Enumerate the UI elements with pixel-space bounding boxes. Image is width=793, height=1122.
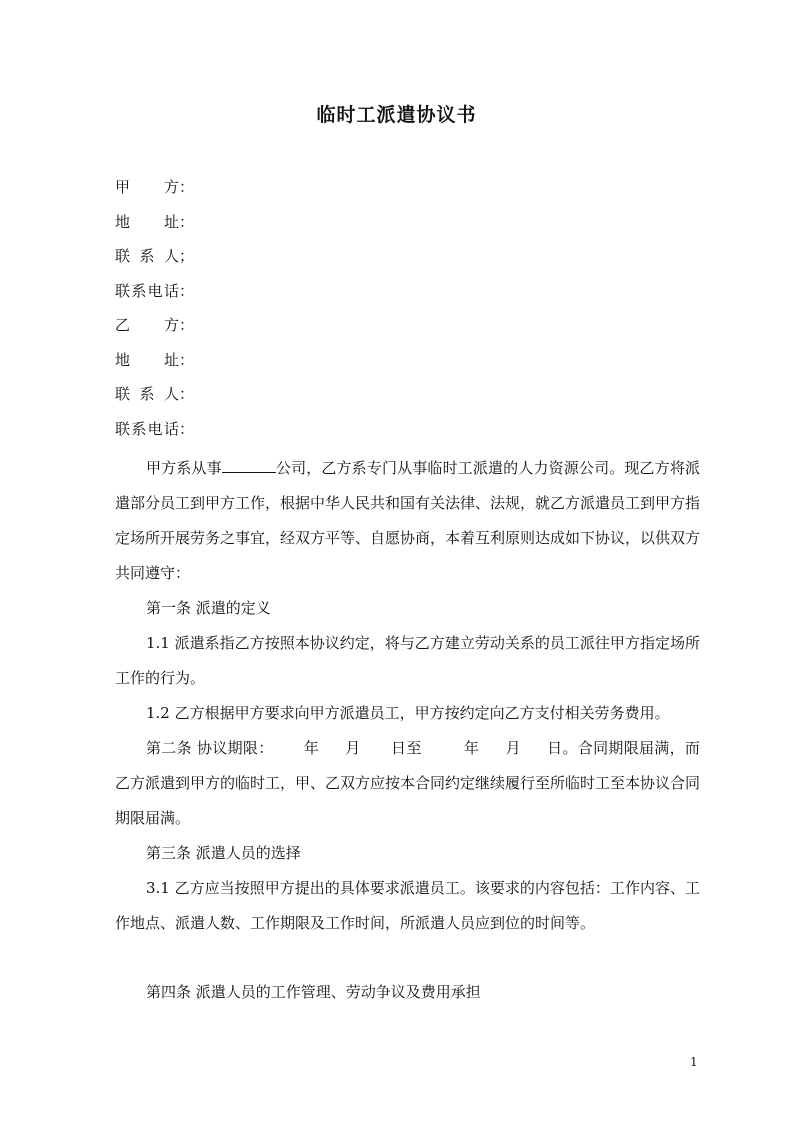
paragraph-gap xyxy=(115,941,700,975)
field-label: 联系电话 xyxy=(115,281,179,300)
field-party-a xyxy=(115,175,715,210)
document-title: 临时工派遣协议书 xyxy=(316,104,477,126)
field-colon: ： xyxy=(179,178,195,196)
intro-paragraph xyxy=(115,451,700,591)
intro-after-blank: 公司，乙方系专门从事临时工派遣的人力资源公司。现乙方将派遣部分员工到甲方工作，根据中华人民共和国有关法律、法规，就乙方派遣员工到甲方指定场所开展劳务之事宜，经双方平等、自愿协商，本着互利原则达成如下协议，以供双方共同遵守： xyxy=(115,459,701,582)
page-number: 1 xyxy=(690,1055,698,1069)
field-colon: ： xyxy=(179,281,195,300)
field-colon: ： xyxy=(179,316,195,334)
field-label: 甲方 xyxy=(115,178,179,196)
party-info-fields xyxy=(115,175,715,451)
intro-before-blank: 甲方系从事 xyxy=(146,459,222,477)
field-colon: ： xyxy=(179,385,195,403)
article-2-paragraph xyxy=(115,731,700,836)
year-label: 年 xyxy=(303,739,320,757)
field-party-b-address xyxy=(115,348,715,383)
article-2-prefix: 第二条 协议期限： xyxy=(146,739,274,757)
article-1-heading: 第一条 派遣的定义 xyxy=(146,599,271,617)
clause-1-2: 1.2 乙方根据甲方要求向甲方派遣员工，甲方按约定向乙方支付相关劳务费用。 xyxy=(146,704,670,722)
clause-1-1: 1.1 派遣系指乙方按照本协议约定，将与乙方建立劳动关系的员工派往甲方指定场所工作的行为。 xyxy=(115,634,700,687)
field-label: 地址 xyxy=(115,212,179,231)
field-label: 联系人 xyxy=(115,247,179,265)
article-4-heading: 第四条 派遣人员的工作管理、劳动争议及费用承担 xyxy=(146,983,481,1001)
field-colon: ； xyxy=(179,247,195,265)
field-party-b-phone xyxy=(115,417,715,452)
field-label: 乙方 xyxy=(115,316,179,334)
field-party-b-contact xyxy=(115,382,715,417)
clause-3-1: 3.1 乙方应当按照甲方提出的具体要求派遣员工。该要求的内容包括：工作内容、工作地点、派遣人数、工作期限及工作时间，所派遣人员应到位的时间等。 xyxy=(115,879,700,932)
month-label: 月 xyxy=(505,739,521,757)
month-label: 月 xyxy=(345,739,361,757)
field-colon: ： xyxy=(179,212,195,231)
field-colon: ： xyxy=(179,350,195,369)
field-label: 联系电话 xyxy=(115,419,179,438)
field-party-a-phone xyxy=(115,279,715,314)
company-blank-line xyxy=(222,458,276,473)
field-label: 联系人 xyxy=(115,385,179,403)
field-colon: ： xyxy=(179,419,195,438)
document-body xyxy=(115,451,700,1010)
article-2-rest: 日。合同期限届满，而乙方派遣到甲方的临时工，甲、乙双方应按本合同约定继续履行至所临时工至本协议合同期限届满。 xyxy=(115,739,701,827)
field-party-b xyxy=(115,313,715,348)
day-to-label: 日至 xyxy=(390,739,422,757)
field-label: 地址 xyxy=(115,350,179,369)
year-label: 年 xyxy=(463,739,480,757)
article-3-heading: 第三条 派遣人员的选择 xyxy=(146,844,301,862)
field-party-a-address xyxy=(115,210,715,245)
field-party-a-contact xyxy=(115,244,715,279)
